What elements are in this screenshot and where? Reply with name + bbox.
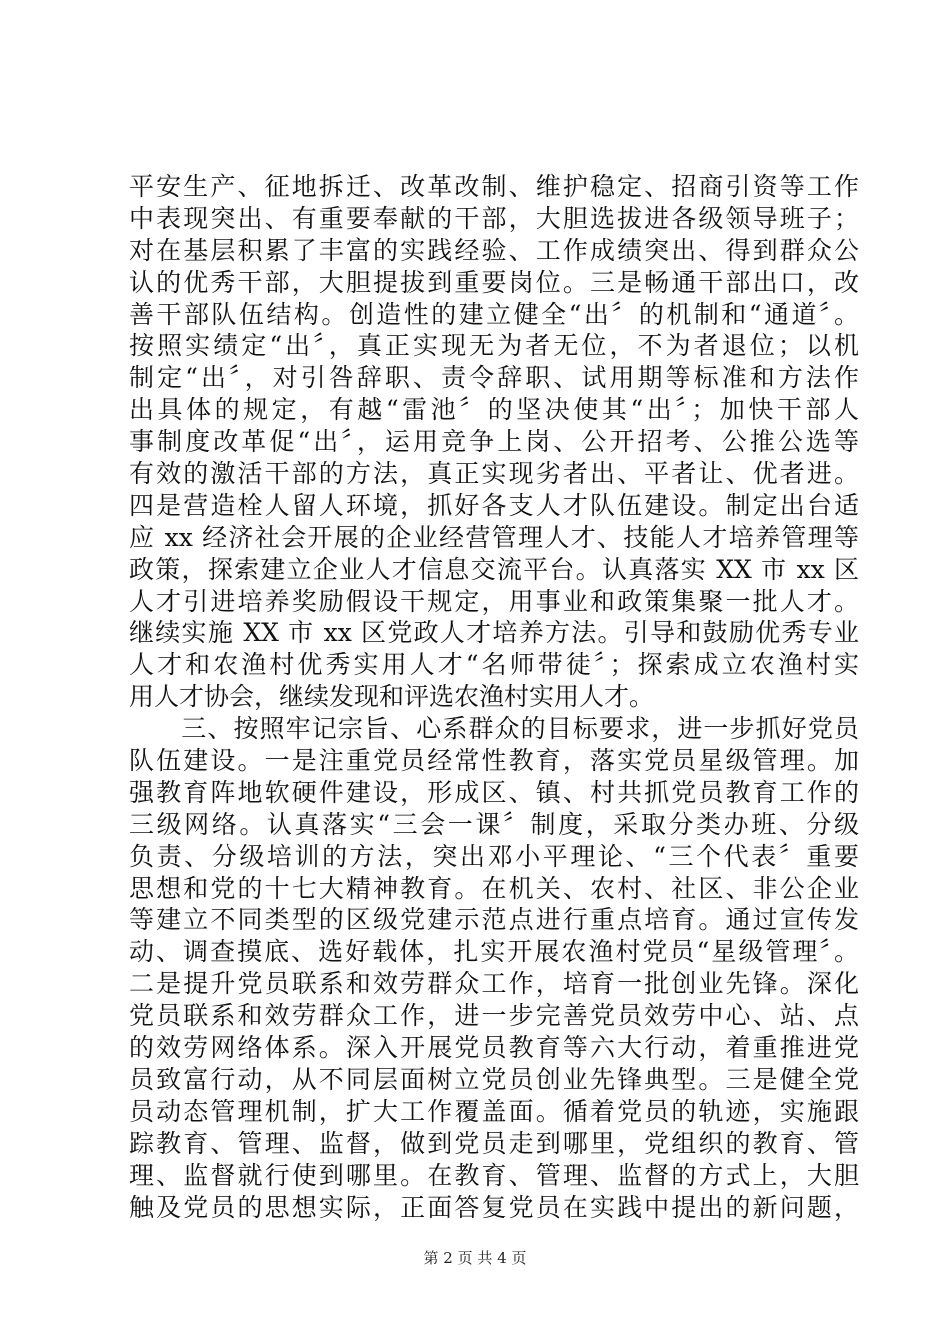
- body-line: 等建立不同类型的区级党建示范点进行重点培育。通过宣传发: [129, 905, 859, 935]
- document-body: [129, 171, 859, 1223]
- body-line: 认的优秀干部，大胆提拔到重要岗位。三是畅通干部出口，改: [129, 267, 859, 297]
- body-line: 理、监督就行使到哪里。在教育、管理、监督的方式上，大胆: [129, 1160, 859, 1190]
- body-line: 的效劳网络体系。深入开展党员教育等六大行动，着重推进党: [129, 1033, 859, 1063]
- body-line: 三级网络。认真落实“三会一课〞制度，采取分类办班、分级: [129, 809, 859, 839]
- body-line: 中表现突出、有重要奉献的干部，大胆选拔进各级领导班子；: [129, 203, 859, 233]
- body-line: 强教育阵地软硬件建设，形成区、镇、村共抓党员教育工作的: [129, 777, 859, 807]
- body-line: 有效的激活干部的方法，真正实现劣者出、平者让、优者进。: [129, 459, 859, 489]
- body-line: 政策，探索建立企业人才信息交流平台。认真落实 XX 市 xx 区: [129, 554, 859, 584]
- body-line: 触及党员的思想实际，正面答复党员在实践中提出的新问题，: [129, 1192, 859, 1222]
- body-line: 思想和党的十七大精神教育。在机关、农村、社区、非公企业: [129, 873, 859, 903]
- body-line: 继续实施 XX 市 xx 区党政人才培养方法。引导和鼓励优秀专业: [129, 618, 859, 648]
- body-line: 员致富行动，从不同层面树立党员创业先锋典型。三是健全党: [129, 1064, 859, 1094]
- page-footer: [0, 1248, 950, 1268]
- body-line: 人才引进培养奖励假设干规定，用事业和政策集聚一批人才。: [129, 586, 859, 616]
- body-line: 二是提升党员联系和效劳群众工作，培育一批创业先锋。深化: [129, 969, 859, 999]
- body-line: 对在基层积累了丰富的实践经验、工作成绩突出、得到群众公: [129, 235, 859, 265]
- body-line: 党员联系和效劳群众工作，进一步完善党员效劳中心、站、点: [129, 1001, 859, 1031]
- paragraph-end-line: 用人才协会，继续发现和评选农渔村实用人才。: [129, 682, 655, 712]
- page-number: 第 2 页 共 4 页: [423, 1249, 527, 1267]
- body-line: 人才和农渔村优秀实用人才“名师带徒〞；探索成立农渔村实: [129, 650, 859, 680]
- body-line: 动、调查摸底、选好载体，扎实开展农渔村党员“星级管理〞。: [129, 937, 859, 967]
- body-line: 踪教育、管理、监督，做到党员走到哪里，党组织的教育、管: [129, 1128, 859, 1158]
- body-line: 按照实绩定“出〞，真正实现无为者无位，不为者退位；以机: [129, 331, 859, 361]
- paragraph-start-line: 三、按照牢记宗旨、心系群众的目标要求，进一步抓好党员: [129, 714, 859, 744]
- body-line: 应 xx 经济社会开展的企业经营管理人才、技能人才培养管理等: [129, 522, 859, 552]
- body-line: 队伍建设。一是注重党员经常性教育，落实党员星级管理。加: [129, 746, 859, 776]
- body-line: 平安生产、征地拆迁、改革改制、维护稳定、招商引资等工作: [129, 172, 859, 201]
- body-line: 出具体的规定，有越“雷池〞的坚决使其“出〞；加快干部人: [129, 395, 859, 425]
- body-line: 制定“出〞，对引咎辞职、责令辞职、试用期等标准和方法作: [129, 363, 859, 393]
- body-line: 员动态管理机制，扩大工作覆盖面。循着党员的轨迹，实施跟: [129, 1096, 859, 1126]
- body-line: 事制度改革促“出〞，运用竞争上岗、公开招考、公推公选等: [129, 427, 859, 457]
- body-line: 四是营造栓人留人环境，抓好各支人才队伍建设。制定出台适: [129, 490, 859, 520]
- body-line: 负责、分级培训的方法，突出邓小平理论、“三个代表〞重要: [129, 841, 859, 871]
- body-line: 善干部队伍结构。创造性的建立健全“出〞的机制和“通道〞。: [129, 299, 859, 329]
